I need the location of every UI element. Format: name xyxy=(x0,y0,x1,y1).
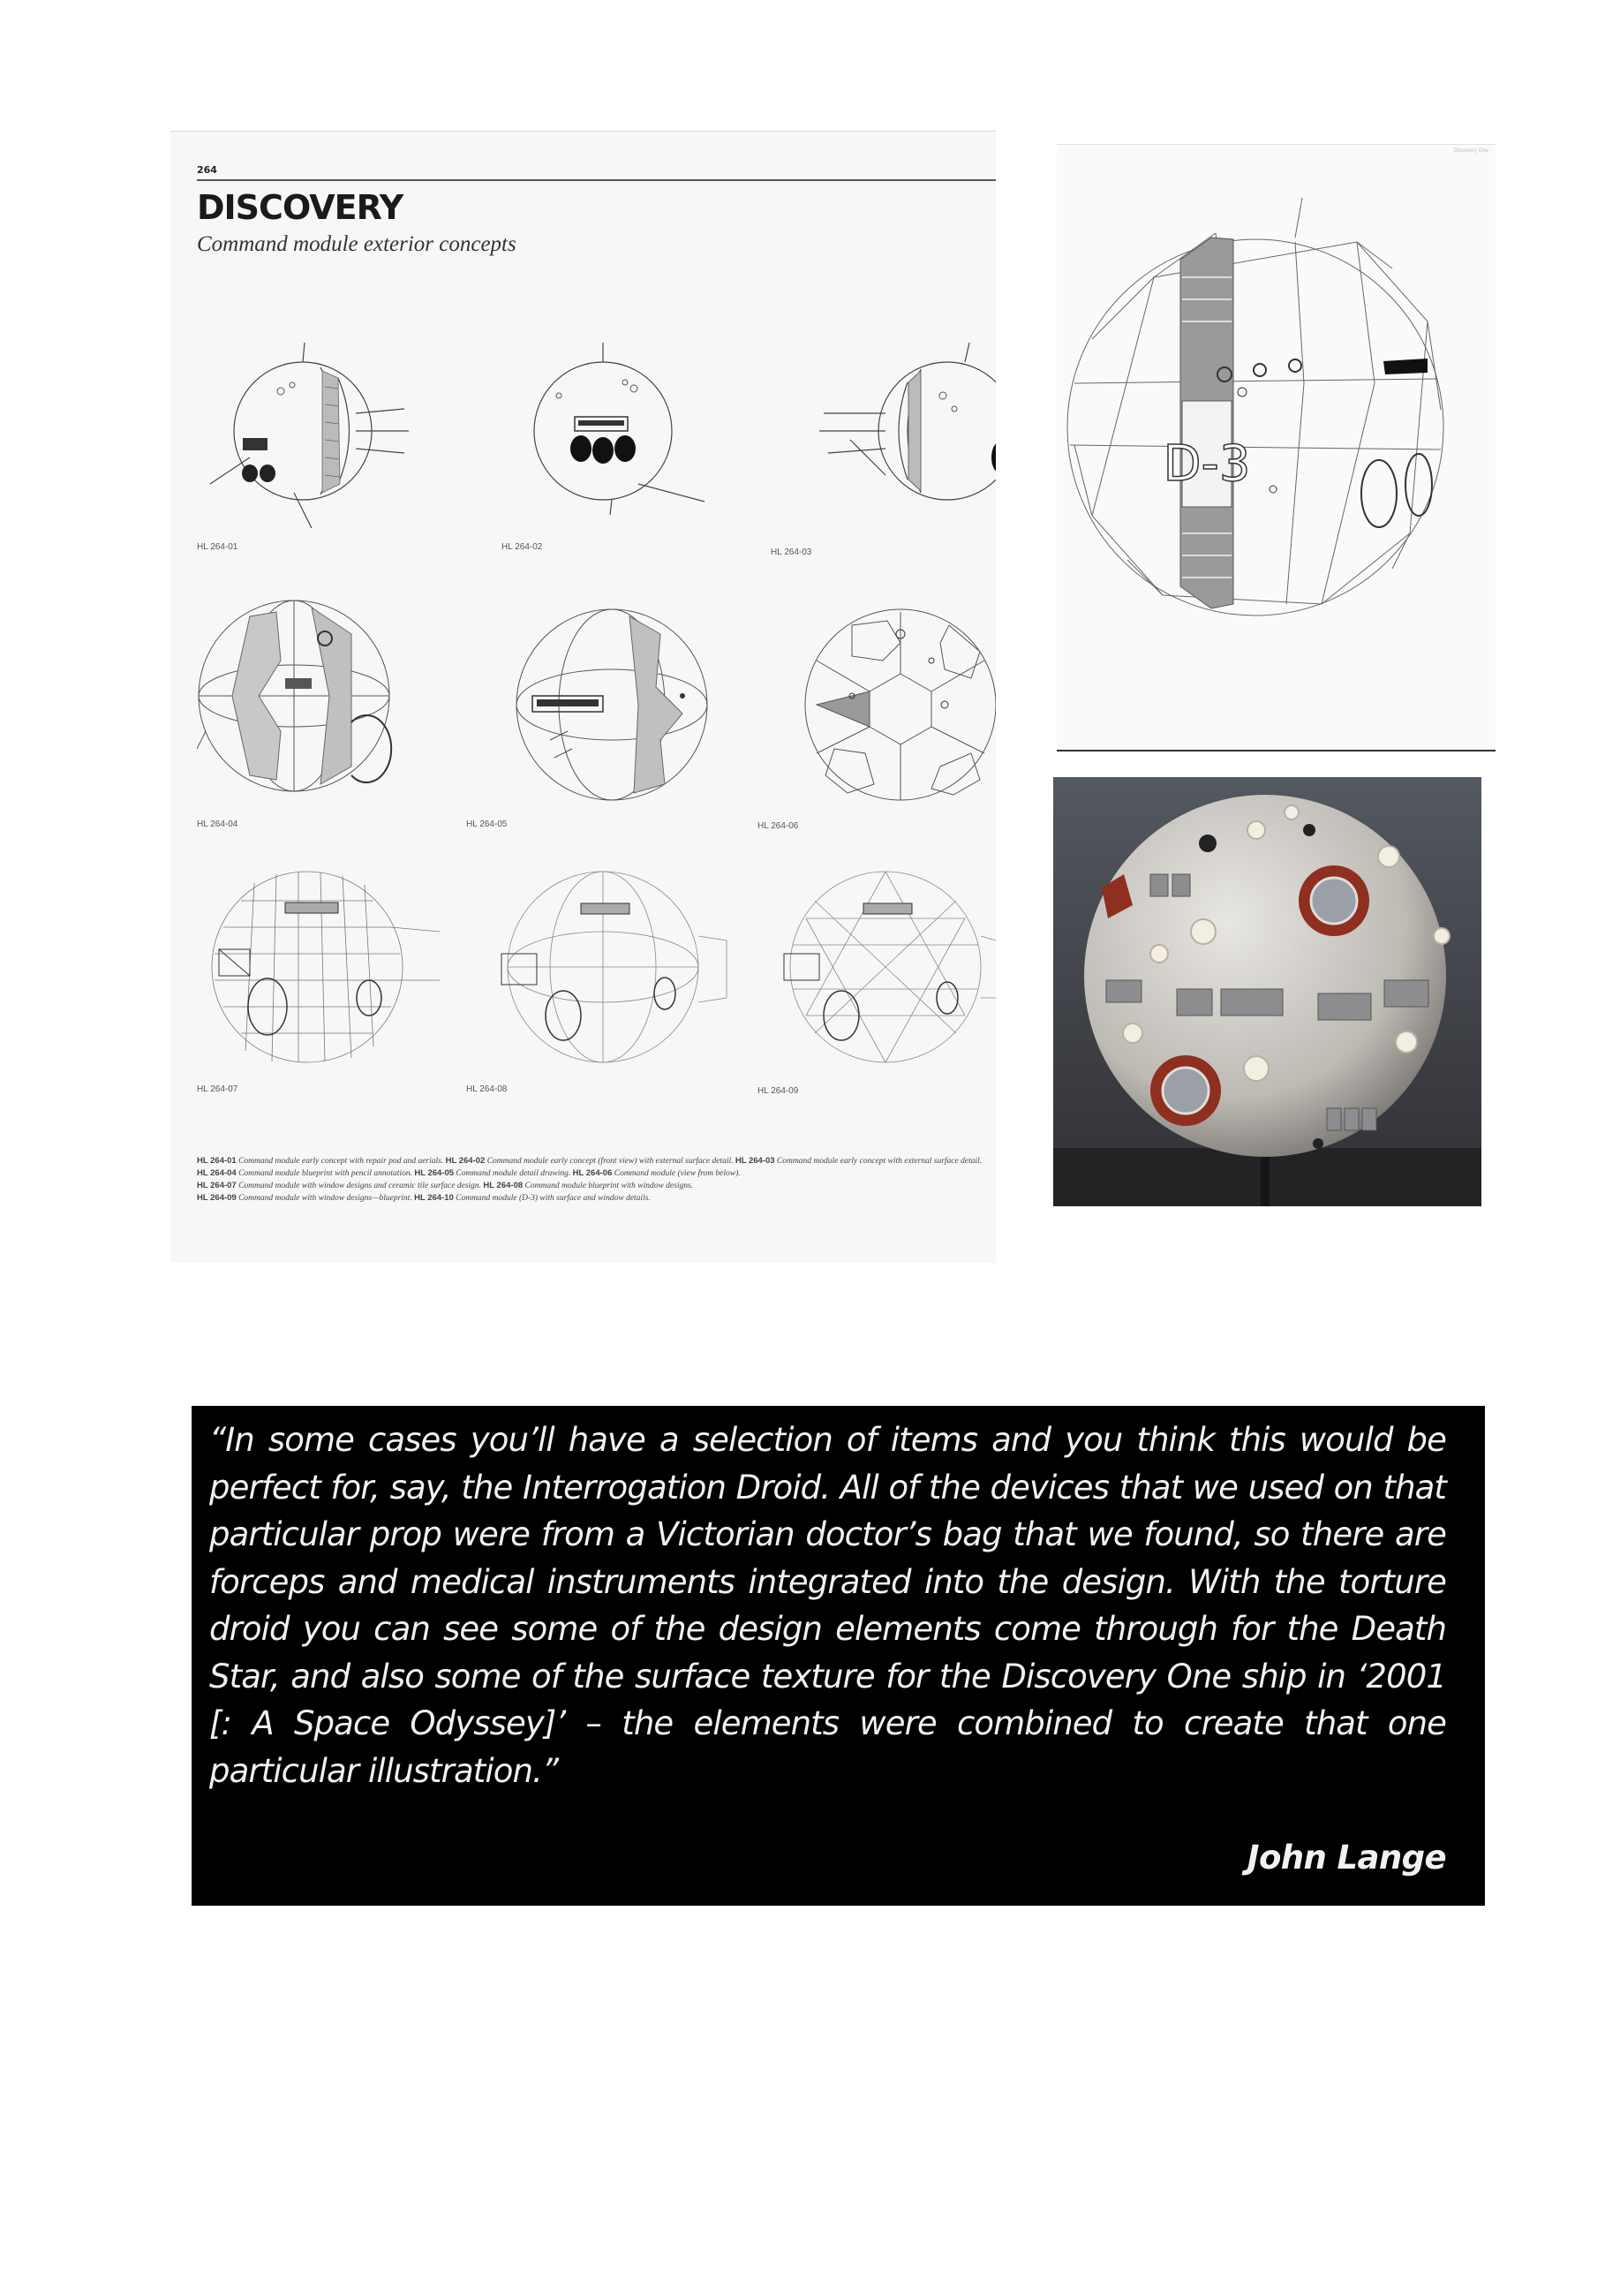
sketch-264-08 xyxy=(497,865,735,1077)
book-subtitle: Command module exterior concepts xyxy=(197,232,516,256)
book-page-scan xyxy=(170,131,996,1263)
figure-label: HL 264-02 xyxy=(501,542,543,552)
figure-label: HL 264-01 xyxy=(197,542,238,552)
command-module-drawing xyxy=(1057,144,1496,751)
figure-caption: HL 264-01 Command module early concept with repair pod and aerials. HL 264-02 Command module early concept (front view) with external surface detail. HL 264-03 Command module early concept with external surface detail. HL 264-04 Command module blueprint with pencil annotation. HL 264-05 Command module detail drawing. HL 264-06 Command module (view from below). HL 264-07 Command module with window designs and ceramic tile surface design. HL 264-08 Command module blueprint with window designs. HL 264-09 Command module with window designs—blueprint. HL 264-10 Command module (D-3) with surface and window details. xyxy=(197,1156,983,1203)
sketch-264-02 xyxy=(506,343,718,528)
sketch-264-05 xyxy=(515,608,727,811)
corner-note: Discovery One xyxy=(1453,148,1488,154)
sketch-264-04 xyxy=(197,599,409,811)
figure-label: HL 264-03 xyxy=(771,548,812,557)
figure-label: HL 264-06 xyxy=(757,821,799,831)
figure-label: HL 264-08 xyxy=(466,1084,508,1094)
page-number: 264 xyxy=(197,164,217,176)
d3-marking: D-3 xyxy=(1163,435,1251,493)
sketch-264-09 xyxy=(780,865,996,1077)
figure-label: HL 264-09 xyxy=(757,1086,799,1096)
droid-sphere-illustration xyxy=(1053,777,1481,1206)
header-rule xyxy=(197,179,996,181)
quote-text: “In some cases you’ll have a selection of items and you think this would be perfect for, say, the Interrogation Droid. All of the devices that we used on that particular prop were from a Victorian doctor’s bag that we found, so there are forceps and medical instruments integrated into the design. With the torture droid you can see some of the design elements come through for the Death Star, and also some of the surface texture for the Discovery One ship in ‘2001 [: A Space Odyssey]’ – the elements were combined to create that one particular illustration.” xyxy=(209,1421,1446,1790)
figure-label: HL 264-04 xyxy=(197,819,238,829)
book-title: DISCOVERY xyxy=(197,188,403,227)
interrogation-droid-photo xyxy=(1053,777,1481,1206)
sketch-264-03 xyxy=(788,343,996,528)
figure-label: HL 264-05 xyxy=(466,819,508,829)
sketch-264-06 xyxy=(799,608,996,811)
sphere-blueprint xyxy=(1057,145,1496,750)
quote-block xyxy=(192,1406,1485,1906)
quote-author: John Lange xyxy=(1247,1839,1446,1877)
sketch-264-07 xyxy=(206,865,444,1077)
figure-label: HL 264-07 xyxy=(197,1084,238,1094)
sketch-264-01 xyxy=(206,343,418,528)
